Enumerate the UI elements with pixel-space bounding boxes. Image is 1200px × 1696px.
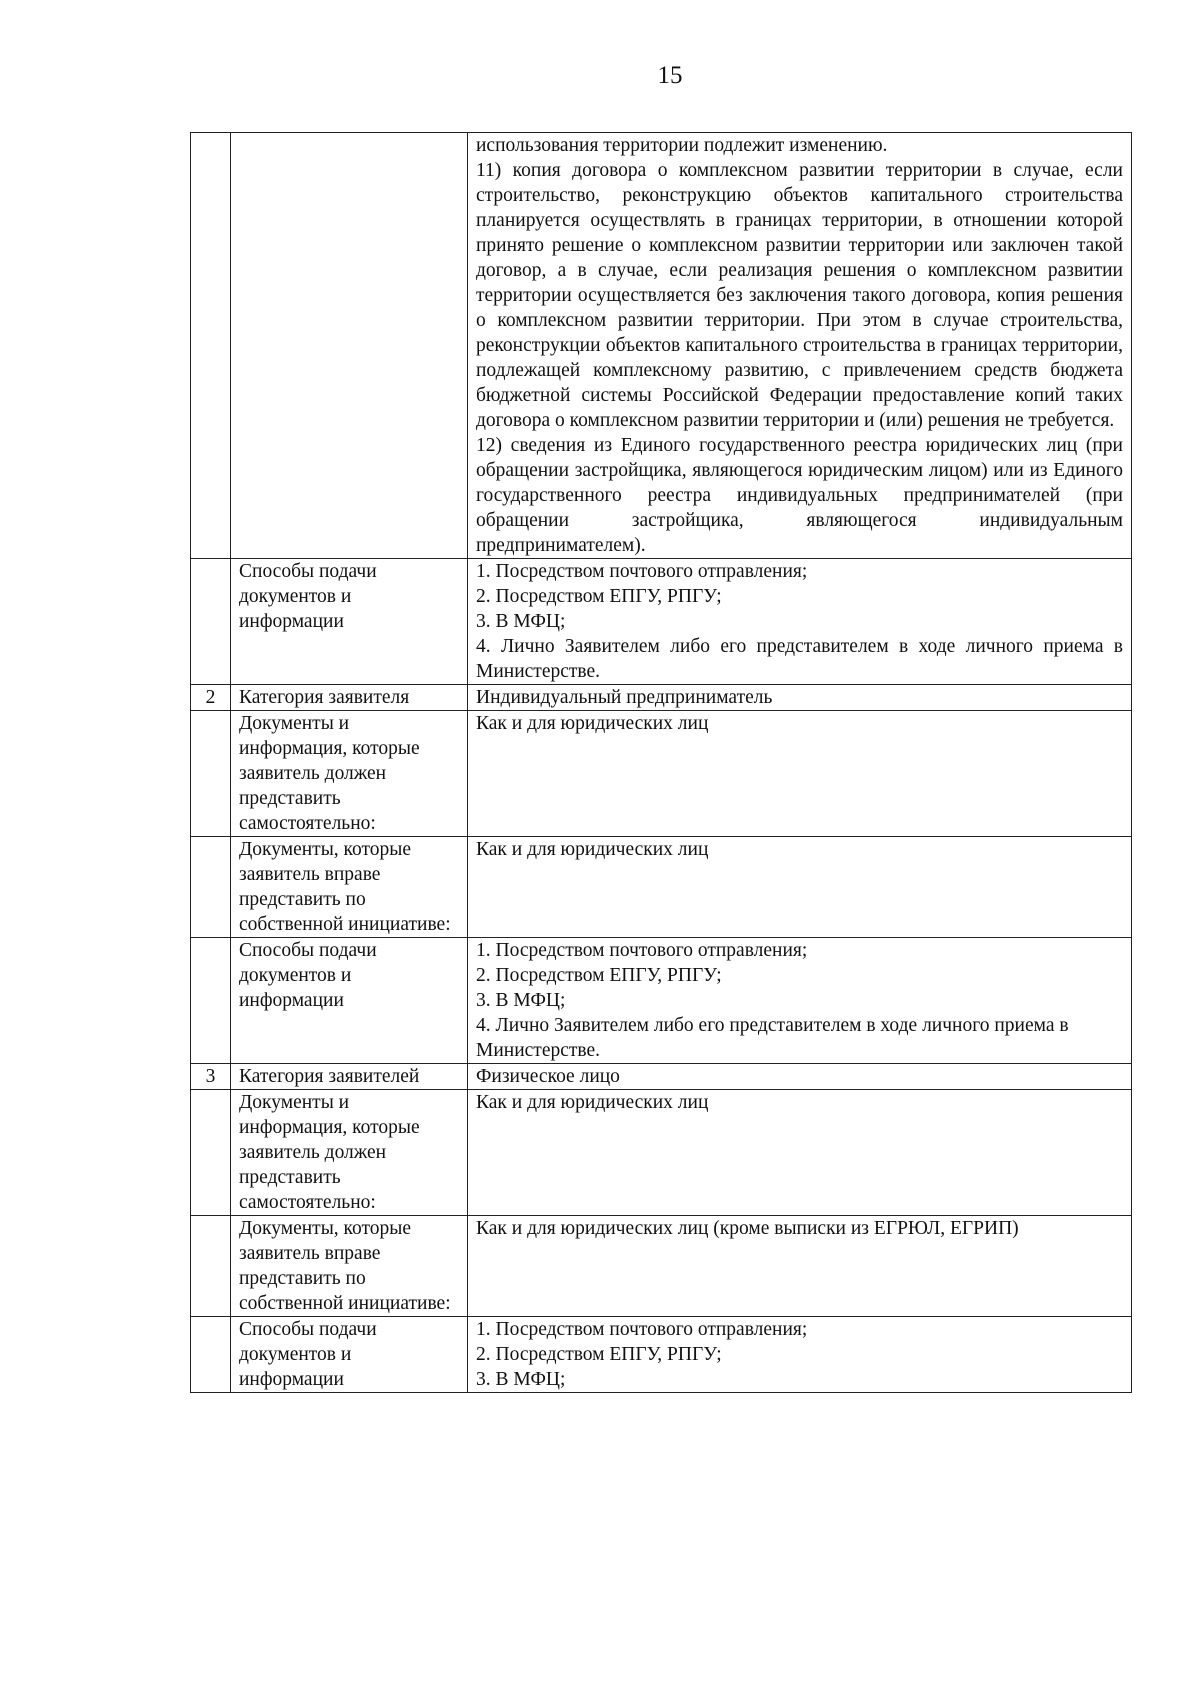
row-number bbox=[191, 837, 231, 938]
row-label: Документы, которые заявитель вправе представить по собственной инициативе: bbox=[231, 1216, 468, 1317]
row-number bbox=[191, 1216, 231, 1317]
row-label: Документы и информация, которые заявитель должен представить самостоятельно: bbox=[231, 711, 468, 837]
row-value bbox=[468, 938, 1132, 1064]
row-number bbox=[191, 133, 231, 559]
table-row bbox=[191, 938, 1132, 1064]
table-row bbox=[191, 1090, 1132, 1216]
row-value bbox=[468, 559, 1132, 685]
table-row bbox=[191, 559, 1132, 685]
table-row bbox=[191, 1216, 1132, 1317]
row-label: Способы подачи документов и информации bbox=[231, 938, 468, 1064]
value-line: 1. Посредством почтового отправления; bbox=[476, 1319, 808, 1340]
page-number: 15 bbox=[657, 62, 683, 89]
row-number bbox=[191, 1090, 231, 1216]
row-label: Документы и информация, которые заявитель должен представить самостоятельно: bbox=[231, 1090, 468, 1216]
applicant-categories-table bbox=[190, 132, 1132, 1393]
row-number bbox=[191, 1317, 231, 1393]
row-value bbox=[468, 1090, 1132, 1216]
table-row bbox=[191, 837, 1132, 938]
value-line: 2. Посредством ЕПГУ, РПГУ; bbox=[476, 965, 722, 986]
row-value bbox=[468, 1064, 1132, 1090]
row-label bbox=[231, 133, 468, 559]
row-number: 3 bbox=[191, 1064, 231, 1090]
value-line: 3. В МФЦ; bbox=[476, 611, 566, 632]
row-value bbox=[468, 685, 1132, 711]
value-line: 3. В МФЦ; bbox=[476, 990, 566, 1011]
row-label: Документы, которые заявитель вправе представить по собственной инициативе: bbox=[231, 837, 468, 938]
row-number: 2 bbox=[191, 685, 231, 711]
row-label: Категория заявителя bbox=[231, 685, 468, 711]
value-line: использования территории подлежит изменению. bbox=[476, 135, 888, 156]
value-line: 1. Посредством почтового отправления; bbox=[476, 561, 808, 582]
value-line: 4. Лично Заявителем либо его представителем в ходе личного приема в Министерстве. bbox=[476, 1015, 1069, 1061]
value-line: Физическое лицо bbox=[476, 1066, 620, 1087]
value-line: 12) сведения из Единого государственного реестра юридических лиц (при обращении застройщика, являющегося юридическим лицом) или из Единого государственного реестра индивидуальных предпринимателей (при обращении застройщика, являющегося индивидуальным предпринимателем). bbox=[476, 435, 1123, 556]
table-row bbox=[191, 711, 1132, 837]
row-value bbox=[468, 711, 1132, 837]
row-value bbox=[468, 1317, 1132, 1393]
row-label: Категория заявителей bbox=[231, 1064, 468, 1090]
table-row bbox=[191, 685, 1132, 711]
value-line: 3. В МФЦ; bbox=[476, 1369, 566, 1390]
value-line: 1. Посредством почтового отправления; bbox=[476, 940, 808, 961]
table-row bbox=[191, 1064, 1132, 1090]
row-label: Способы подачи документов и информации bbox=[231, 559, 468, 685]
row-value bbox=[468, 1216, 1132, 1317]
value-line: 4. Лично Заявителем либо его представителем в ходе личного приема в Министерстве. bbox=[476, 636, 1123, 682]
row-number bbox=[191, 711, 231, 837]
value-line: 11) копия договора о комплексном развитии территории в случае, если строительство, реконструкцию объектов капитального строительства планируется осуществлять в границах территории, в отношении которой принято решение о комплексном развитии территории или заключен такой договор, а в случае, если реализация решения о комплексном развитии территории осуществляется без заключения такого договора, копия решения о комплексном развитии территории. При этом в случае строительства, реконструкции объектов капитального строительства в границах территории, подлежащей комплексному развитию, с привлечением средств бюджета бюджетной системы Российской Федерации предоставление копий таких договора о комплексном развитии территории и (или) решения не требуется. bbox=[476, 160, 1123, 431]
row-value bbox=[468, 133, 1132, 559]
row-label: Способы подачи документов и информации bbox=[231, 1317, 468, 1393]
value-line: Как и для юридических лиц bbox=[476, 713, 709, 734]
value-line: Как и для юридических лиц bbox=[476, 839, 709, 860]
table-row bbox=[191, 1317, 1132, 1393]
value-line: 2. Посредством ЕПГУ, РПГУ; bbox=[476, 1344, 722, 1365]
value-line: Как и для юридических лиц (кроме выписки из ЕГРЮЛ, ЕГРИП) bbox=[476, 1218, 1019, 1239]
row-number bbox=[191, 938, 231, 1064]
value-line: Индивидуальный предприниматель bbox=[476, 687, 773, 708]
value-line: 2. Посредством ЕПГУ, РПГУ; bbox=[476, 586, 722, 607]
row-number bbox=[191, 559, 231, 685]
table-row bbox=[191, 133, 1132, 559]
row-value bbox=[468, 837, 1132, 938]
value-line: Как и для юридических лиц bbox=[476, 1092, 709, 1113]
